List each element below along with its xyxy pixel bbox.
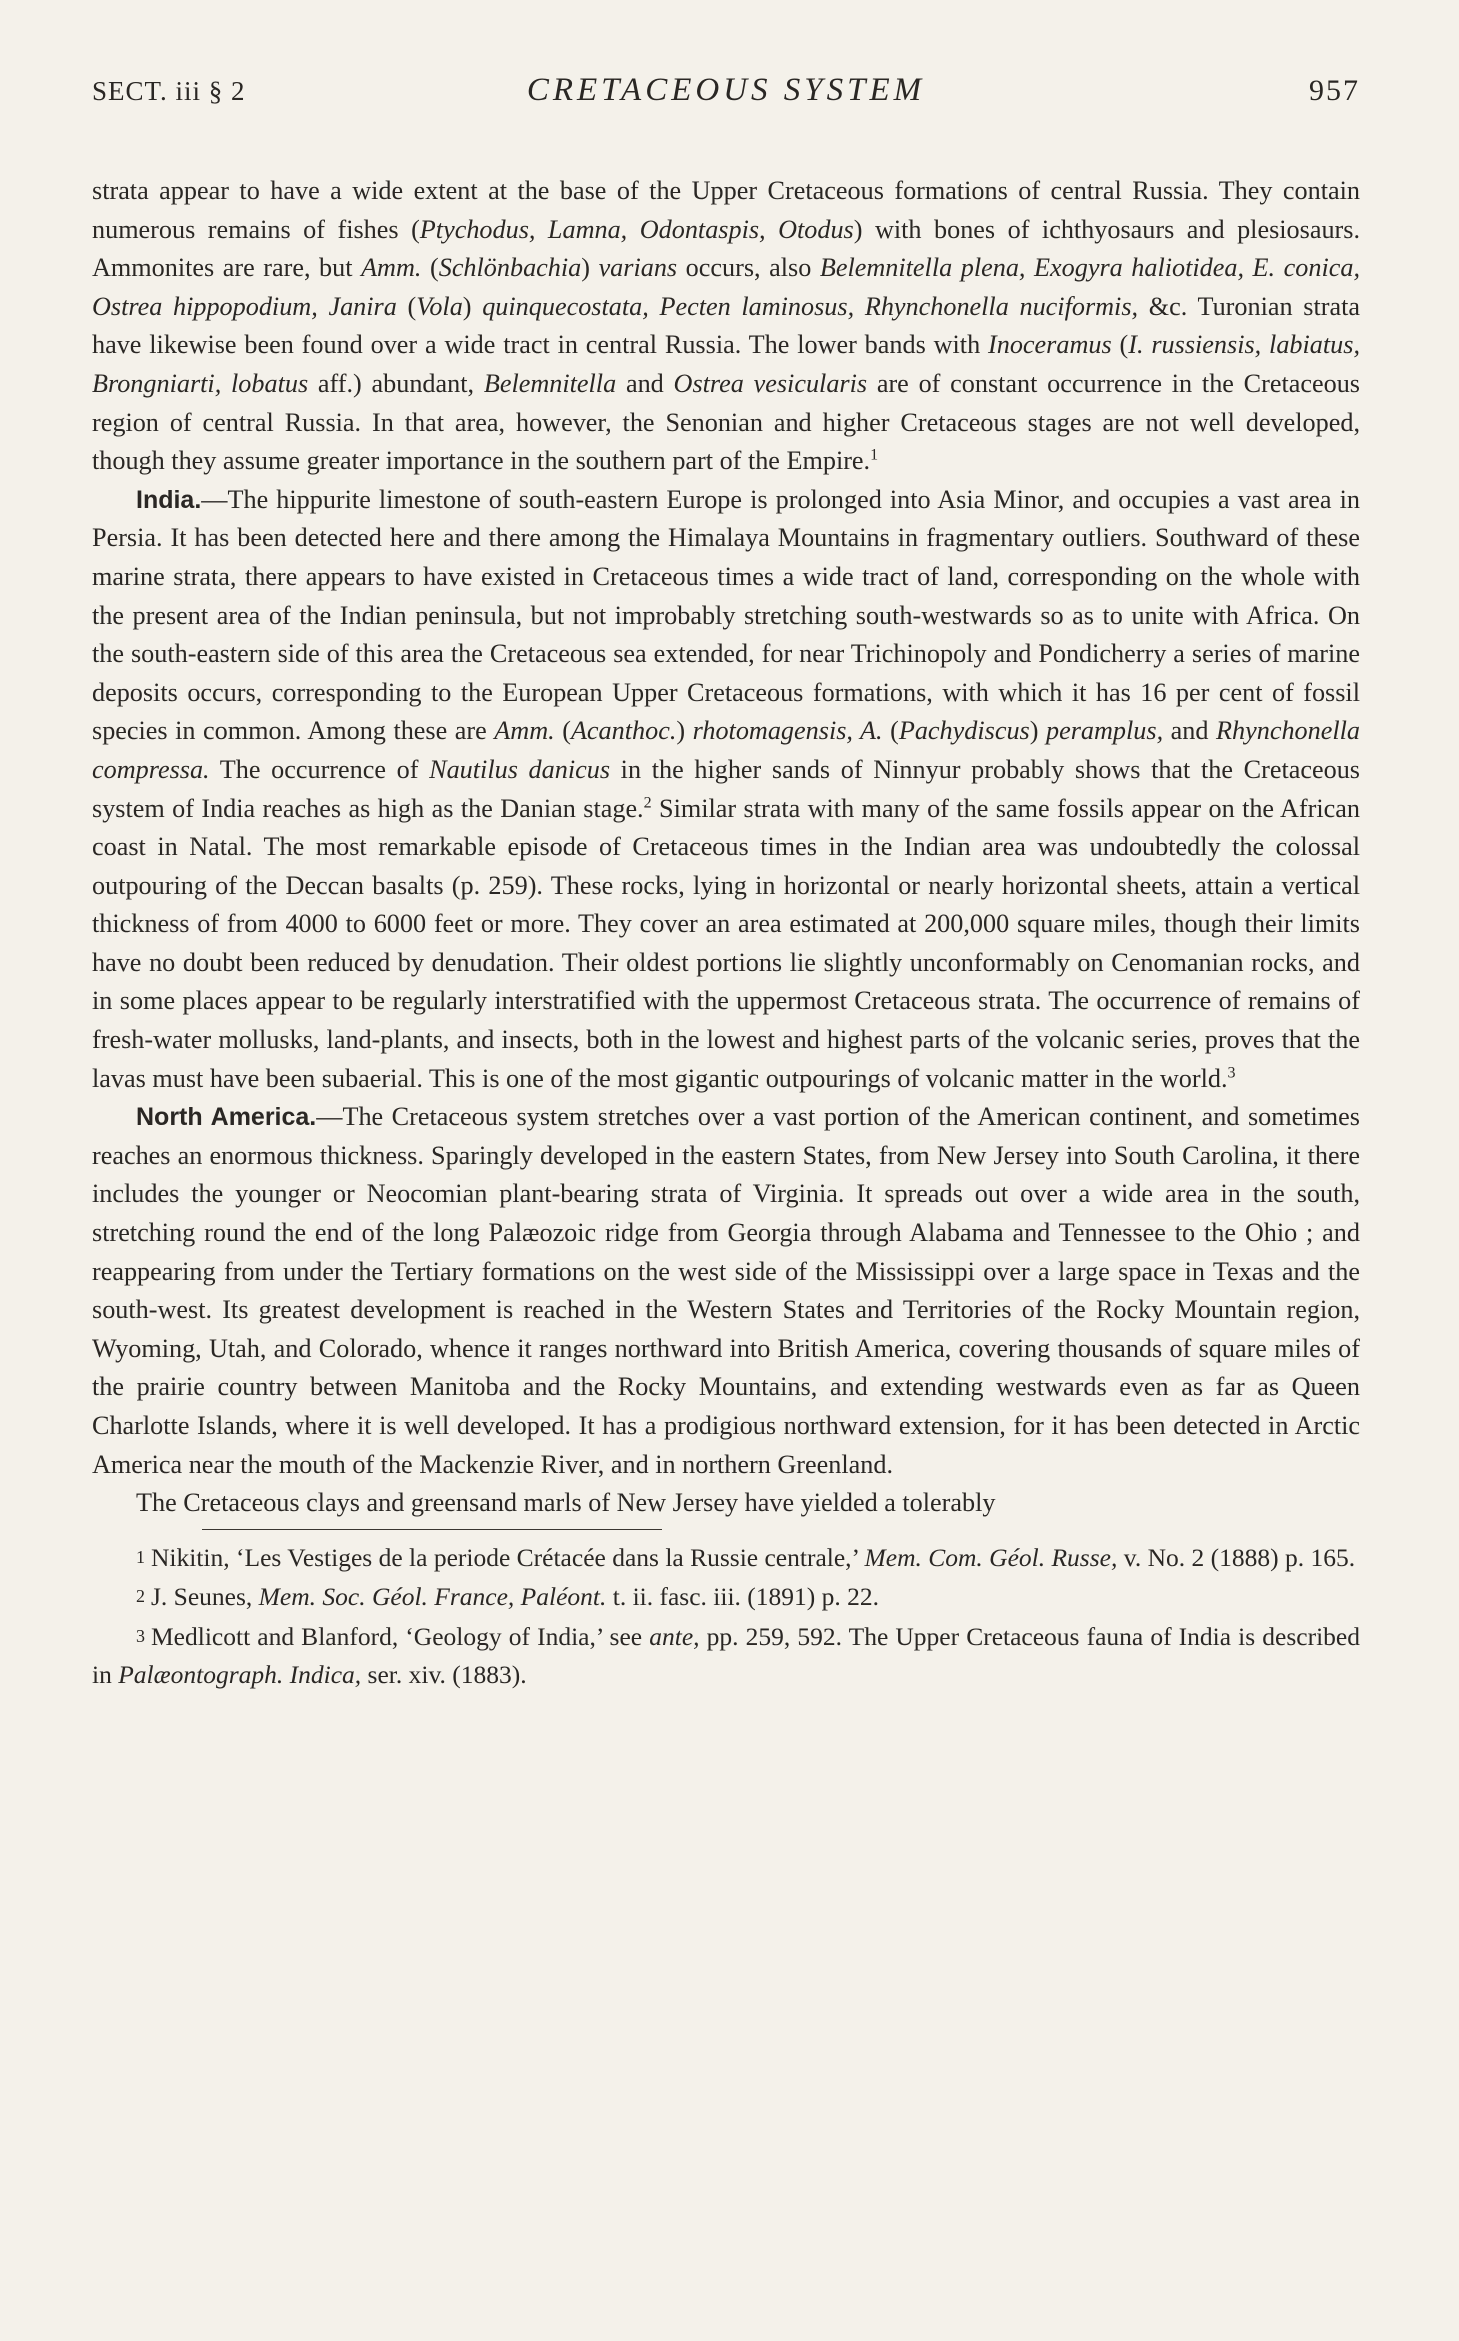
paragraph-russia [92, 172, 1360, 481]
text-run: ( [421, 253, 439, 283]
italic-run: Vola [416, 291, 463, 321]
italic-run: rhotomagensis, A. [692, 716, 883, 746]
italic-run: Inoceramus [988, 330, 1112, 360]
italic-run: Palæontograph. Indica, [118, 1660, 362, 1689]
italic-run: Mem. Soc. Géol. France, Paléont. [258, 1582, 607, 1612]
footnote-2 [92, 1577, 1360, 1616]
italic-run: Amm. [494, 716, 555, 746]
page [92, 72, 1360, 1694]
footnotes [92, 1538, 1360, 1695]
text-run: and [1163, 716, 1217, 746]
footnote-number: 1 [136, 1546, 145, 1567]
text-run: strata appear to have a wide extent at the base of the Upper Cretaceous formations of central Russia. They contain numerous remains of fishes ( [92, 176, 1360, 244]
footnote-3 [92, 1617, 1360, 1695]
text-run: ) with bones of ichthyosaurs and plesiosaurs. Ammonites are rare, but [92, 214, 1361, 283]
text-run: pp. 259, 592. The Upper Cretaceous fauna of India is described in [92, 1621, 1361, 1689]
text-run: occurs, also [677, 253, 820, 283]
italic-run: peramplus, [1046, 716, 1164, 746]
paragraph-india [92, 481, 1360, 1099]
italic-run: Ostrea vesicularis [673, 368, 868, 398]
italic-run: Nautilus danicus [429, 754, 611, 784]
text-run: t. ii. fasc. iii. (1891) p. 22. [606, 1582, 880, 1612]
section-lead-north-america: North America. [136, 1103, 317, 1132]
paragraph-new-jersey [92, 1484, 1360, 1523]
text-run: Medlicott and Blanford, ‘Geology of India,’ see [151, 1621, 650, 1651]
text-run: The Cretaceous clays and greensand marls of New Jersey have yielded a tolerably [136, 1488, 996, 1518]
page-number: 957 [1309, 74, 1360, 107]
text-run: ) [1029, 716, 1046, 746]
text-run: J. Seunes, [151, 1582, 259, 1612]
page-title: CRETACEOUS SYSTEM [526, 72, 926, 108]
italic-run: I. russiensis, labiatus, Brongniarti, lobatus [92, 330, 1360, 398]
text-run: —The hippurite limestone of south-eastern Europe is prolonged into Asia Minor, and occupies a vast area in Persia. It has been detected here and there among the Himalaya Mountains in fragmentary outliers. Southward of these marine strata, there appears to have existed in Cretaceous times a wide tract of land, corresponding on the whole with the present area of the Indian peninsula, but not improbably stretching south-westwards so as to unite with Africa. On the south-eastern side of this area the Cretaceous sea extended, for near Trichinopoly and Pondicherry a series of marine deposits occurs, corresponding to the European Upper Cretaceous formations, with which it has 16 per cent of fossil species in common. Among these are [92, 484, 1360, 746]
text-run: ) [581, 253, 599, 283]
footnote-ref: 1 [870, 446, 879, 464]
italic-run: Belemnitella [483, 368, 617, 398]
italic-run: Ptychodus, Lamna, Odontaspis, Otodus [419, 214, 854, 244]
italic-run: Acanthoc. [570, 716, 677, 746]
footnote-divider [202, 1529, 662, 1530]
text-run: and [616, 368, 674, 398]
text-run: v. No. 2 (1888) p. 165. [1117, 1542, 1356, 1572]
section-label: SECT. iii § 2 [92, 76, 246, 106]
italic-run: Belemnitella plena, Exogyra haliotidea, E. conica, Ostrea hippopodium, Janira [92, 253, 1360, 321]
text-run: ( [396, 291, 417, 321]
footnote-ref: 2 [643, 793, 652, 811]
text-run: ser. xiv. (1883). [361, 1660, 527, 1689]
text-run: ) [462, 291, 483, 321]
body-text [92, 172, 1360, 1523]
italic-run: varians [598, 253, 678, 283]
italic-run: ante, [649, 1621, 700, 1651]
text-run: are of constant occurrence in the Cretaceous region of central Russia. In that area, however, the Senonian and higher Cretaceous stages are not well developed, though they assume greater importance in the southern part of the Empire. [92, 368, 1361, 476]
text-run: ) [676, 716, 693, 746]
text-run: ( [1111, 330, 1129, 360]
footnote-1 [92, 1538, 1360, 1577]
italic-run: Rhynchonella compressa. [92, 716, 1360, 784]
italic-run: quinquecostata, Pecten laminosus, Rhynchonella nuciformis, [482, 291, 1139, 321]
text-run: aff.) abundant, [308, 368, 484, 398]
text-run: Similar strata with many of the same fossils appear on the African coast in Natal. The most remarkable episode of Cretaceous times in the Indian area was undoubtedly the colossal outpouring of the Deccan basalts (p. 259). These rocks, lying in horizontal or nearly horizontal sheets, attain a vertical thickness of from 4000 to 6000 feet or more. They cover an area estimated at 200,000 square miles, though their limits have no doubt been reduced by denudation. Their oldest portions lie slightly unconformably on Cenomanian rocks, and in some places appear to be regularly interstratified with the uppermost Cretaceous strata. The occurrence of remains of fresh-water mollusks, land-plants, and insects, both in the lowest and highest parts of the volcanic series, proves that the lavas must have been subaerial. This is one of the most gigantic outpourings of volcanic matter in the world. [92, 793, 1360, 1093]
footnote-number: 2 [136, 1586, 145, 1607]
text-run: The occurrence of [209, 754, 430, 784]
italic-run: Mem. Com. Géol. Russe, [864, 1542, 1118, 1572]
text-run: ( [882, 716, 899, 746]
text-run: in the higher sands of Ninnyur probably shows that the Cretaceous system of India reaches as high as the Danian stage. [92, 754, 1360, 823]
footnote-ref: 3 [1227, 1063, 1236, 1081]
section-lead-india: India. [136, 485, 202, 514]
footnote-number: 3 [136, 1625, 145, 1646]
text-run: ( [554, 716, 571, 746]
running-header [92, 72, 1360, 122]
italic-run: Amm. [361, 253, 422, 283]
italic-run: Pachydiscus [898, 716, 1030, 746]
paragraph-north-america [92, 1098, 1360, 1484]
italic-run: Schlönbachia [438, 253, 582, 283]
text-run: Nikitin, ‘Les Vestiges de la periode Crétacée dans la Russie centrale,’ [151, 1542, 865, 1572]
text-run: &c. Turonian strata have likewise been found over a wide tract in central Russia. The lower bands with [92, 291, 1360, 360]
text-run: —The Cretaceous system stretches over a vast portion of the American continent, and sometimes reaches an enormous thickness. Sparingly developed in the eastern States, from New Jersey into South Carolina, it there includes the younger or Neocomian plant-bearing strata of Virginia. It spreads out over a wide area in the south, stretching round the end of the long Palæozoic ridge from Georgia through Alabama and Tennessee to the Ohio ; and reappearing from under the Tertiary formations on the west side of the Mississippi over a large space in Texas and the south-west. Its greatest development is reached in the Western States and Territories of the Rocky Mountain region, Wyoming, Utah, and Colorado, whence it ranges northward into British America, covering thousands of square miles of the prairie country between Manitoba and the Rocky Mountains, and extending westwards even as far as Queen Charlotte Islands, where it is well developed. It has a prodigious northward extension, for it has been detected in Arctic America near the mouth of the Mackenzie River, and in northern Greenland. [92, 1102, 1360, 1479]
